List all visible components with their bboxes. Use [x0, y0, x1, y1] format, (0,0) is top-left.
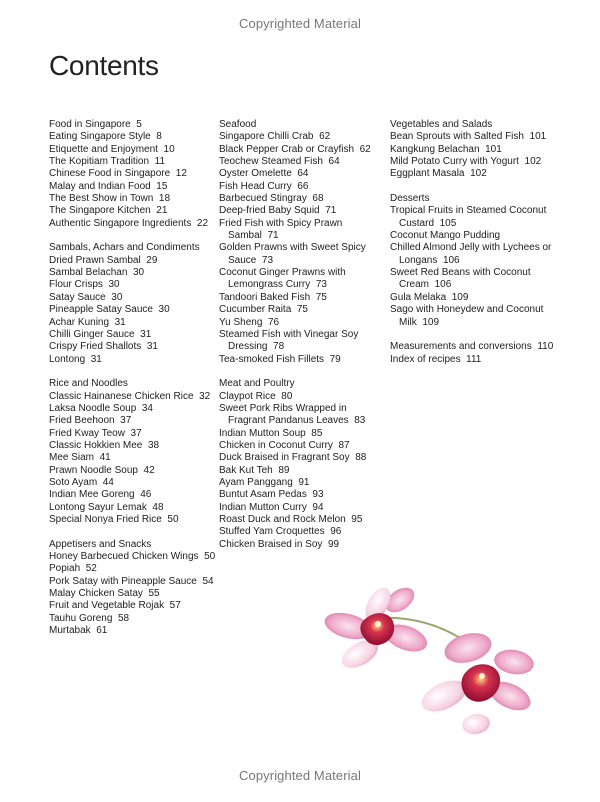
entry-name: Crispy Fried Shallots	[49, 341, 142, 353]
toc-entry	[219, 317, 387, 329]
entry-name: Honey Barbecued Chicken Wings	[49, 551, 199, 563]
section-heading: Vegetables and Salads	[390, 119, 493, 130]
entry-page-number: 62	[359, 143, 371, 155]
entry-name: Flour Crisps	[49, 279, 103, 291]
toc-entry	[219, 502, 387, 514]
toc-entry	[49, 588, 217, 600]
toc-entry	[390, 168, 565, 180]
toc-column-3	[390, 119, 565, 378]
entry-name: Buntut Asam Pedas	[219, 489, 307, 501]
toc-entry	[49, 465, 217, 477]
toc-entry	[219, 354, 387, 366]
entry-name: The Best Show in Town	[49, 193, 154, 205]
entry-name: Kangkung Belachan	[390, 143, 480, 155]
toc-entry	[219, 539, 387, 551]
entry-page-number: 31	[114, 316, 126, 328]
entry-page-number: 41	[99, 452, 111, 464]
toc-entry	[49, 181, 217, 193]
entry-name: Deep-fried Baby Squid	[219, 205, 320, 217]
toc-entry	[49, 403, 217, 415]
entry-name: Barbecued Stingray	[219, 193, 307, 205]
toc-entry	[49, 329, 217, 341]
entry-name: Satay Sauce	[49, 291, 106, 303]
entry-name: Tauhu Goreng	[49, 612, 113, 624]
entry-page-number: 8	[156, 131, 162, 143]
toc-entry	[49, 514, 217, 526]
entry-page-number: 31	[90, 353, 102, 365]
entry-name: Achar Kuning	[49, 316, 110, 328]
entry-page-number: 38	[147, 439, 160, 451]
toc-entry	[49, 131, 217, 143]
toc-entry	[49, 391, 217, 403]
toc-entry	[49, 205, 217, 217]
toc-section	[390, 341, 565, 366]
entry-page-number: 37	[120, 415, 132, 427]
entry-name: Coconut Mango Pudding	[390, 230, 501, 242]
toc-entry	[219, 440, 387, 452]
entry-page-number: 102	[470, 168, 487, 180]
toc-entry	[390, 341, 565, 353]
entry-name: Food in Singapore	[49, 119, 131, 130]
entry-name: Chicken in Coconut Curry	[219, 439, 333, 451]
toc-entry	[49, 341, 217, 353]
toc-entry	[49, 440, 217, 452]
entry-page-number: 109	[422, 316, 440, 328]
toc-entry	[49, 255, 217, 267]
section-heading: Meat and Poultry	[219, 378, 295, 390]
entry-page-number: 73	[315, 279, 327, 291]
entry-page-number: 88	[355, 452, 367, 464]
entry-name: Lontong	[49, 353, 86, 365]
toc-entry	[49, 193, 217, 205]
toc-entry	[49, 168, 217, 180]
toc-section	[49, 378, 217, 526]
toc-entry	[390, 304, 565, 329]
toc-column-2	[219, 119, 387, 563]
entry-page-number: 29	[146, 254, 158, 266]
entry-name: Duck Braised in Fragrant Soy	[219, 452, 350, 464]
entry-page-number: 21	[156, 205, 168, 217]
entry-name: Gula Melaka	[390, 291, 447, 303]
entry-page-number: 95	[351, 514, 363, 525]
toc-section	[49, 119, 217, 230]
page-title: Contents	[49, 50, 159, 81]
toc-entry	[219, 304, 387, 316]
toc-entry	[219, 181, 387, 193]
entry-name: The Kopitiam Tradition	[49, 156, 150, 168]
entry-name: Teochew Steamed Fish	[219, 156, 323, 168]
entry-page-number: 31	[140, 328, 152, 340]
entry-name: Oyster Omelette	[219, 168, 292, 180]
toc-entry	[219, 428, 387, 440]
entry-page-number: 85	[311, 427, 323, 439]
section-heading: Appetisers and Snacks	[49, 538, 152, 550]
watermark-bottom: Copyrighted Material	[239, 768, 361, 783]
entry-page-number: 111	[466, 353, 482, 365]
toc-entry	[219, 292, 387, 304]
entry-name: Sambal Belachan	[49, 267, 128, 279]
entry-name: Prawn Noodle Soup	[49, 464, 138, 476]
entry-page-number: 64	[328, 156, 340, 168]
toc-section	[390, 193, 565, 329]
entry-page-number: 37	[130, 427, 142, 439]
entry-page-number: 79	[329, 353, 341, 365]
entry-name: Etiquette and Enjoyment	[49, 143, 158, 155]
toc-entry	[49, 502, 217, 514]
orchid-flower-2	[417, 628, 536, 736]
entry-page-number: 46	[140, 489, 152, 501]
entry-name: Indian Mutton Curry	[219, 501, 307, 513]
toc-entry	[49, 477, 217, 489]
entry-page-number: 71	[267, 230, 279, 242]
toc-entry	[49, 267, 217, 279]
toc-entry	[390, 267, 565, 292]
entry-page-number: 80	[281, 390, 293, 402]
toc-entry	[219, 168, 387, 180]
entry-name: Mee Siam	[49, 452, 95, 464]
entry-page-number: 55	[148, 588, 160, 600]
entry-name: Malay Chicken Satay	[49, 588, 143, 600]
toc-entry	[219, 477, 387, 489]
entry-page-number: 106	[442, 254, 460, 266]
entry-page-number: 91	[298, 476, 310, 488]
entry-page-number: 102	[524, 156, 542, 168]
toc-entry	[219, 193, 387, 205]
entry-name: Tropical Fruits in Steamed Coconut Custard	[390, 205, 547, 229]
entry-page-number: 15	[156, 180, 168, 192]
toc-entry	[49, 489, 217, 501]
toc-entry	[390, 292, 565, 304]
entry-page-number: 101	[485, 143, 502, 155]
entry-page-number: 83	[354, 415, 366, 427]
toc-entry	[219, 452, 387, 464]
entry-page-number: 18	[158, 193, 171, 205]
toc-entry	[49, 279, 217, 291]
entry-name: Indian Mee Goreng	[49, 489, 135, 501]
entry-page-number: 101	[529, 131, 547, 143]
entry-name: Tandoori Baked Fish	[219, 291, 311, 303]
entry-page-number: 106	[434, 279, 452, 291]
entry-name: Soto Ayam	[49, 476, 98, 488]
entry-name: Singapore Chilli Crab	[219, 131, 314, 143]
toc-entry	[219, 391, 387, 403]
entry-page-number: 11	[154, 156, 166, 168]
toc-entry	[390, 205, 565, 230]
entry-name: Popiah	[49, 563, 81, 575]
entry-name: Yu Sheng	[219, 316, 263, 328]
toc-entry	[219, 465, 387, 477]
entry-name: Sweet Red Beans with Coconut Cream	[390, 267, 531, 291]
toc-section	[219, 378, 387, 551]
entry-name: Chilled Almond Jelly with Lychees or Longans	[390, 242, 552, 266]
entry-page-number: 93	[312, 489, 324, 501]
entry-name: Black Pepper Crab or Crayfish	[219, 143, 355, 155]
entry-page-number: 30	[111, 291, 123, 303]
entry-page-number: 58	[117, 612, 130, 624]
entry-name: Dried Prawn Sambal	[49, 254, 141, 266]
entry-page-number: 110	[537, 341, 554, 353]
entry-name: Eggplant Masala	[390, 168, 465, 180]
entry-name: Chicken Braised in Soy	[219, 538, 323, 550]
toc-entry	[49, 218, 217, 230]
toc-entry	[219, 489, 387, 501]
toc-entry	[49, 119, 217, 131]
toc-entry	[49, 292, 217, 304]
entry-name: Sweet Pork Ribs Wrapped in Fragrant Pandanus Leaves	[219, 402, 349, 427]
entry-name: Laksa Noodle Soup	[49, 402, 137, 414]
entry-name: Coconut Ginger Prawns with Lemongrass Curry	[219, 267, 346, 291]
entry-name: Pork Satay with Pineapple Sauce	[49, 575, 197, 587]
entry-page-number: 44	[102, 476, 114, 488]
entry-page-number: 109	[451, 291, 469, 303]
toc-entry	[49, 354, 217, 366]
entry-page-number: 99	[327, 538, 340, 550]
entry-name: Ayam Panggang	[219, 476, 293, 488]
entry-name: Chilli Ginger Sauce	[49, 328, 135, 340]
entry-name: Eating Singapore Style	[49, 131, 151, 143]
toc-entry	[49, 563, 217, 575]
entry-name: Fruit and Vegetable Rojak	[49, 600, 165, 612]
entry-name: Classic Hokkien Mee	[49, 439, 143, 451]
entry-name: Stuffed Yam Croquettes	[219, 526, 325, 538]
entry-name: Bak Kut Teh	[219, 464, 273, 476]
toc-section	[390, 119, 565, 181]
entry-page-number: 30	[158, 304, 170, 316]
entry-page-number: 30	[132, 267, 145, 279]
entry-page-number: 12	[175, 168, 187, 180]
entry-page-number: 34	[141, 402, 153, 414]
entry-name: Steamed Fish with Vinegar Soy Dressing	[219, 328, 359, 353]
entry-name: Fish Head Curry	[219, 180, 292, 192]
orchid-flower-1	[322, 583, 431, 674]
entry-name: The Singapore Kitchen	[49, 205, 151, 217]
entry-page-number: 89	[278, 464, 290, 476]
entry-name: Murtabak	[49, 625, 91, 637]
toc-entry	[390, 354, 565, 366]
entry-name: Bean Sprouts with Salted Fish	[390, 131, 524, 143]
entry-name: Fried Kway Teow	[49, 427, 125, 439]
entry-name: Cucumber Raita	[219, 304, 292, 316]
entry-page-number: 87	[338, 439, 350, 451]
toc-entry	[390, 230, 565, 242]
entry-page-number: 66	[297, 180, 309, 192]
orchid-illustration	[318, 578, 540, 744]
entry-page-number: 64	[297, 168, 309, 180]
toc-entry	[219, 403, 387, 428]
section-heading: Sambals, Achars and Condiments	[49, 242, 200, 254]
entry-page-number: 73	[261, 254, 274, 266]
toc-entry	[49, 317, 217, 329]
entry-name: Roast Duck and Rock Melon	[219, 514, 346, 525]
entry-page-number: 71	[325, 205, 337, 217]
toc-entry	[219, 205, 387, 217]
section-heading: Rice and Noodles	[49, 378, 128, 390]
section-heading: Desserts	[390, 193, 430, 205]
toc-entry	[219, 329, 387, 354]
toc-entry	[219, 267, 387, 292]
toc-entry	[390, 156, 565, 168]
entry-page-number: 62	[319, 131, 331, 143]
toc-entry	[219, 156, 387, 168]
entry-page-number: 61	[96, 625, 108, 637]
toc-section	[49, 539, 217, 638]
entry-name: Classic Hainanese Chicken Rice	[49, 390, 194, 402]
entry-page-number: 31	[146, 341, 158, 353]
entry-name: Malay and Indian Food	[49, 180, 151, 192]
entry-name: Golden Prawns with Sweet Spicy Sauce	[219, 242, 366, 266]
entry-page-number: 76	[267, 316, 280, 328]
entry-page-number: 42	[143, 464, 155, 476]
entry-name: Claypot Rice	[219, 390, 276, 402]
toc-entry	[49, 613, 217, 625]
toc-entry	[49, 576, 217, 588]
toc-entry	[219, 131, 387, 143]
toc-section	[219, 119, 387, 366]
toc-entry	[390, 144, 565, 156]
entry-name: Fried Fish with Spicy Prawn Sambal	[219, 217, 343, 242]
entry-name: Special Nonya Fried Rice	[49, 514, 162, 525]
entry-name: Index of recipes	[390, 353, 461, 365]
toc-column-1	[49, 119, 217, 650]
entry-name: Pineapple Satay Sauce	[49, 304, 153, 316]
entry-page-number: 10	[163, 143, 175, 155]
toc-entry	[390, 131, 565, 143]
entry-page-number: 32	[199, 390, 211, 402]
toc-entry	[390, 242, 565, 267]
entry-page-number: 48	[152, 501, 164, 513]
entry-page-number: 68	[312, 193, 324, 205]
entry-name: Mild Potato Curry with Yogurt	[390, 156, 519, 168]
entry-name: Lontong Sayur Lemak	[49, 501, 147, 513]
toc-entry	[49, 156, 217, 168]
entry-name: Sago with Honeydew and Coconut Milk	[390, 304, 544, 328]
entry-name: Chinese Food in Singapore	[49, 168, 171, 180]
section-heading: Seafood	[219, 119, 257, 130]
entry-name: Fried Beehoon	[49, 415, 115, 427]
entry-page-number: 5	[136, 119, 142, 130]
toc-entry	[49, 428, 217, 440]
entry-page-number: 94	[312, 501, 324, 513]
entry-name: Authentic Singapore Ingredients	[49, 217, 192, 229]
entry-page-number: 105	[439, 217, 457, 229]
entry-page-number: 54	[202, 575, 214, 587]
entry-page-number: 30	[108, 279, 120, 291]
toc-entry	[49, 600, 217, 612]
toc-entry	[219, 218, 387, 243]
toc-entry	[219, 242, 387, 267]
entry-page-number: 96	[330, 526, 342, 538]
toc-entry	[219, 514, 387, 526]
toc-entry	[219, 144, 387, 156]
toc-section	[49, 242, 217, 365]
toc-entry	[49, 551, 217, 563]
entry-page-number: 50	[167, 514, 179, 525]
entry-name: Tea-smoked Fish Fillets	[219, 353, 325, 365]
toc-entry	[219, 526, 387, 538]
toc-entry	[49, 304, 217, 316]
entry-page-number: 78	[273, 341, 285, 353]
toc-entry	[49, 144, 217, 156]
toc-entry	[49, 415, 217, 427]
entry-page-number: 52	[85, 563, 97, 575]
toc-entry	[49, 452, 217, 464]
entry-page-number: 22	[196, 217, 209, 229]
entry-page-number: 57	[169, 600, 181, 612]
entry-name: Indian Mutton Soup	[219, 427, 306, 439]
entry-page-number: 75	[315, 291, 327, 303]
toc-entry	[49, 625, 217, 637]
entry-page-number: 75	[296, 304, 308, 316]
watermark-top: Copyrighted Material	[239, 16, 361, 31]
entry-name: Measurements and conversions	[390, 341, 532, 353]
entry-page-number: 50	[204, 551, 216, 563]
